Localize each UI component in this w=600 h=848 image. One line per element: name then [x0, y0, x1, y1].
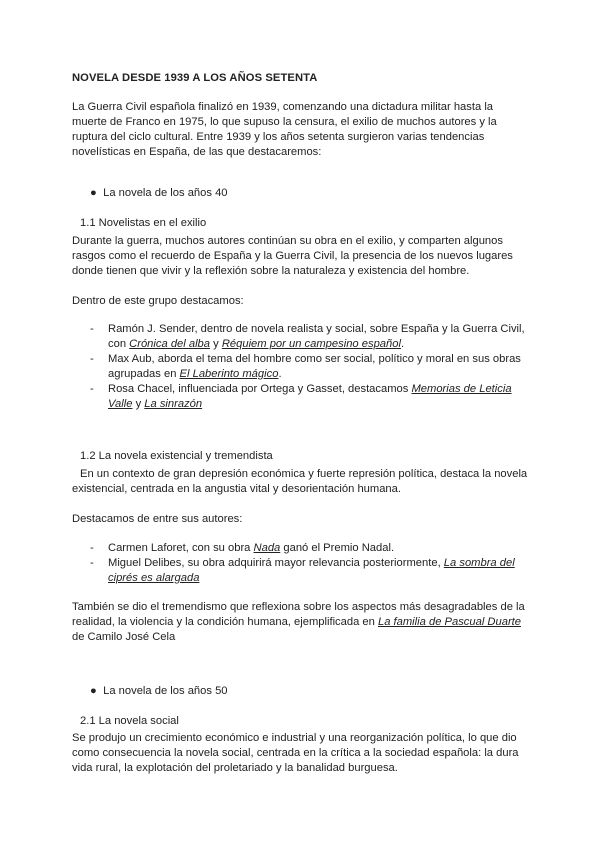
bullet-icon: ● — [90, 187, 97, 200]
sender-end: . — [400, 338, 405, 350]
chacel-text: Rosa Chacel, influenciada por Ortega y Gasset, destacamos — [108, 383, 412, 395]
bullet-40-label: La novela de los años 40 — [103, 187, 228, 200]
grupo-paragraph: Dentro de este grupo destacamos: — [72, 295, 244, 307]
section-heading-1-1: 1.1 Novelistas en el exilio — [80, 217, 207, 230]
tremendismo-author: de Camilo José Cela — [72, 631, 176, 643]
section-heading-1-2: 1.2 La novela existencial y tremendista — [80, 450, 273, 463]
dash-icon: - — [90, 383, 94, 395]
destacamos-paragraph: Destacamos de entre sus autores: — [72, 513, 243, 525]
link-requiem[interactable]: Réquiem por un campesino español — [221, 338, 401, 350]
dash-icon: - — [90, 542, 94, 554]
bullet-item-40 — [90, 186, 510, 201]
intro-paragraph: La Guerra Civil española finalizó en 1939, comenzando una dictadura militar hasta la muerte de Franco en 1975, lo que supuso la censura, el exilio de muchos autores y la ruptura del ciclo cultural. Entre 1939 y los años setenta surgieron varias tendencias novelísticas en España, de las que destacaremos: — [72, 101, 497, 158]
dash-icon: - — [90, 323, 94, 335]
list-item — [72, 541, 528, 556]
list-item — [72, 352, 528, 382]
sender-connector: y — [210, 338, 222, 350]
delibes-text: Miguel Delibes, su obra adquirirá mayor relevancia posteriormente, — [108, 557, 444, 569]
chacel-connector: y — [132, 398, 145, 410]
exilio-authors-list — [72, 322, 528, 412]
existencial-authors-list — [72, 541, 528, 586]
section-heading-2-1: 2.1 La novela social — [80, 715, 179, 728]
laforet-end: ganó el Premio Nadal. — [280, 542, 395, 554]
laforet-text: Carmen Laforet, con su obra — [108, 542, 254, 554]
link-cronica-del-alba[interactable]: Crónica del alba — [129, 338, 211, 350]
existencial-paragraph: En un contexto de gran depresión económica y fuerte represión política, destaca la novela existencial, centrada en la angustia vital y desorientación humana. — [72, 468, 528, 495]
link-la-familia-de-pascual-duarte[interactable]: La familia de Pascual Duarte — [377, 616, 522, 628]
link-memorias-de-leticia-valle[interactable]: Memorias de Leticia Valle — [108, 383, 512, 410]
document-title: NOVELA DESDE 1939 A LOS AÑOS SETENTA — [72, 72, 318, 84]
bullet-icon: ● — [90, 685, 97, 698]
bullet-item-50 — [90, 684, 510, 699]
link-la-sombra-del-cipres[interactable]: La sombra del ciprés es alargada — [108, 557, 515, 584]
list-item — [72, 382, 528, 412]
link-nada[interactable]: Nada — [253, 542, 281, 554]
link-la-sinrazon[interactable]: La sinrazón — [144, 398, 203, 410]
list-item — [72, 556, 528, 586]
tremendismo-paragraph — [72, 600, 528, 645]
sender-text: Ramón J. Sender, dentro de novela realista y social, sobre España y la Guerra Civil, con — [108, 323, 525, 350]
aub-end: . — [278, 368, 282, 380]
list-item — [72, 322, 528, 352]
bullet-50-label: La novela de los años 50 — [103, 685, 228, 698]
dash-icon: - — [90, 353, 94, 365]
tremendismo-text: También se dio el tremendismo que reflexiona sobre los aspectos más desagradables de la realidad, la violencia y la condición humana, ejemplificada en — [72, 601, 525, 628]
link-el-laberinto-magico[interactable]: El Laberinto mágico — [179, 368, 279, 380]
aub-text: Max Aub, aborda el tema del hombre como ser social, político y moral en sus obras agrupadas en — [108, 353, 521, 380]
exilio-paragraph: Durante la guerra, muchos autores continúan su obra en el exilio, y comparten algunos rasgos como el recuerdo de España y la Guerra Civil, la presencia de los nuevos lugares donde tienen que vivir y la reflexión sobre la naturaleza y existencia del hombre. — [72, 235, 513, 277]
social-paragraph: Se produjo un crecimiento económico e industrial y una reorganización política, lo que dio como consecuencia la novela social, centrada en la crítica a la sociedad española: la dura vida rural, la explotación del proletariado y la banalidad burguesa. — [72, 732, 519, 774]
dash-icon: - — [90, 557, 94, 569]
